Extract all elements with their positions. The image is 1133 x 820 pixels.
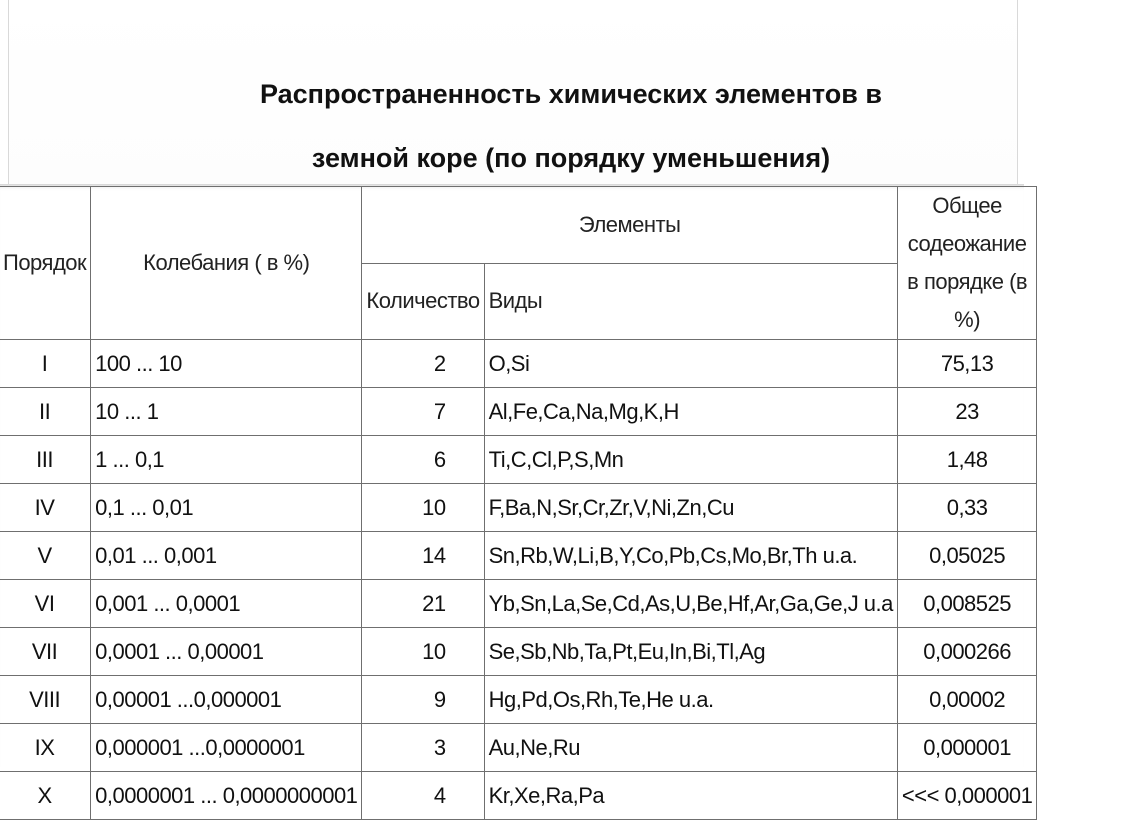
header-total: Общее содеожание в порядке (в %) bbox=[897, 187, 1036, 340]
cell-total: 75,13 bbox=[897, 340, 1036, 388]
cell-range: 0,01 ... 0,001 bbox=[91, 532, 362, 580]
cell-order: III bbox=[0, 436, 91, 484]
table-row bbox=[0, 484, 1037, 532]
table-row bbox=[0, 436, 1037, 484]
header-types: Виды bbox=[484, 263, 897, 340]
cell-order: VII bbox=[0, 628, 91, 676]
cell-range: 0,000001 ...0,0000001 bbox=[91, 724, 362, 772]
header-order: Порядок bbox=[0, 187, 91, 340]
cell-types: Se,Sb,Nb,Ta,Pt,Eu,In,Bi,Tl,Ag bbox=[484, 628, 897, 676]
table-row bbox=[0, 772, 1037, 820]
cell-range: 0,0000001 ... 0,0000000001 bbox=[91, 772, 362, 820]
cell-order: X bbox=[0, 772, 91, 820]
cell-range: 0,0001 ... 0,00001 bbox=[91, 628, 362, 676]
cell-order: I bbox=[0, 340, 91, 388]
cell-count: 10 bbox=[362, 484, 484, 532]
cell-range: 0,1 ... 0,01 bbox=[91, 484, 362, 532]
header-count: Количество bbox=[362, 263, 484, 340]
cell-types: Hg,Pd,Os,Rh,Te,He u.a. bbox=[484, 676, 897, 724]
table-row bbox=[0, 532, 1037, 580]
cell-types: Sn,Rb,W,Li,B,Y,Co,Pb,Cs,Mo,Br,Th u.a. bbox=[484, 532, 897, 580]
cell-count: 3 bbox=[362, 724, 484, 772]
table-row bbox=[0, 388, 1037, 436]
title-line-2: земной коре (по порядку уменьшения) bbox=[311, 143, 831, 173]
cell-types: Kr,Xe,Ra,Pa bbox=[484, 772, 897, 820]
cell-total: 0,00002 bbox=[897, 676, 1036, 724]
cell-total: 23 bbox=[897, 388, 1036, 436]
cell-total: <<< 0,000001 bbox=[897, 772, 1036, 820]
cell-types: Au,Ne,Ru bbox=[484, 724, 897, 772]
table-row bbox=[0, 724, 1037, 772]
page-title bbox=[9, 62, 1133, 190]
cell-range: 100 ... 10 bbox=[91, 340, 362, 388]
cell-order: IX bbox=[0, 724, 91, 772]
cell-count: 9 bbox=[362, 676, 484, 724]
cell-count: 4 bbox=[362, 772, 484, 820]
cell-total: 0,000001 bbox=[897, 724, 1036, 772]
cell-total: 0,000266 bbox=[897, 628, 1036, 676]
cell-count: 21 bbox=[362, 580, 484, 628]
cell-order: II bbox=[0, 388, 91, 436]
cell-types: Ti,C,Cl,P,S,Mn bbox=[484, 436, 897, 484]
table-row bbox=[0, 676, 1037, 724]
cell-types: Yb,Sn,La,Se,Cd,As,U,Be,Hf,Ar,Ga,Ge,J u.a bbox=[484, 580, 897, 628]
cell-total: 0,05025 bbox=[897, 532, 1036, 580]
cell-range: 0,001 ... 0,0001 bbox=[91, 580, 362, 628]
abundance-table bbox=[0, 186, 1037, 820]
slide-title-area bbox=[8, 0, 1018, 184]
cell-count: 7 bbox=[362, 388, 484, 436]
cell-range: 0,00001 ...0,000001 bbox=[91, 676, 362, 724]
title-line-1: Распространенность химических элементов в bbox=[259, 79, 882, 109]
cell-order: IV bbox=[0, 484, 91, 532]
cell-count: 2 bbox=[362, 340, 484, 388]
cell-range: 10 ... 1 bbox=[91, 388, 362, 436]
header-elements: Элементы bbox=[362, 187, 897, 264]
cell-total: 1,48 bbox=[897, 436, 1036, 484]
cell-total: 0,33 bbox=[897, 484, 1036, 532]
table-row bbox=[0, 340, 1037, 388]
cell-count: 6 bbox=[362, 436, 484, 484]
cell-count: 10 bbox=[362, 628, 484, 676]
cell-order: VIII bbox=[0, 676, 91, 724]
table-row bbox=[0, 580, 1037, 628]
table-row bbox=[0, 628, 1037, 676]
cell-order: V bbox=[0, 532, 91, 580]
cell-types: F,Ba,N,Sr,Cr,Zr,V,Ni,Zn,Cu bbox=[484, 484, 897, 532]
cell-range: 1 ... 0,1 bbox=[91, 436, 362, 484]
cell-order: VI bbox=[0, 580, 91, 628]
cell-types: Al,Fe,Ca,Na,Mg,K,H bbox=[484, 388, 897, 436]
header-range: Колебания ( в %) bbox=[91, 187, 362, 340]
abundance-table-container bbox=[0, 184, 1033, 808]
cell-types: O,Si bbox=[484, 340, 897, 388]
cell-total: 0,008525 bbox=[897, 580, 1036, 628]
cell-count: 14 bbox=[362, 532, 484, 580]
